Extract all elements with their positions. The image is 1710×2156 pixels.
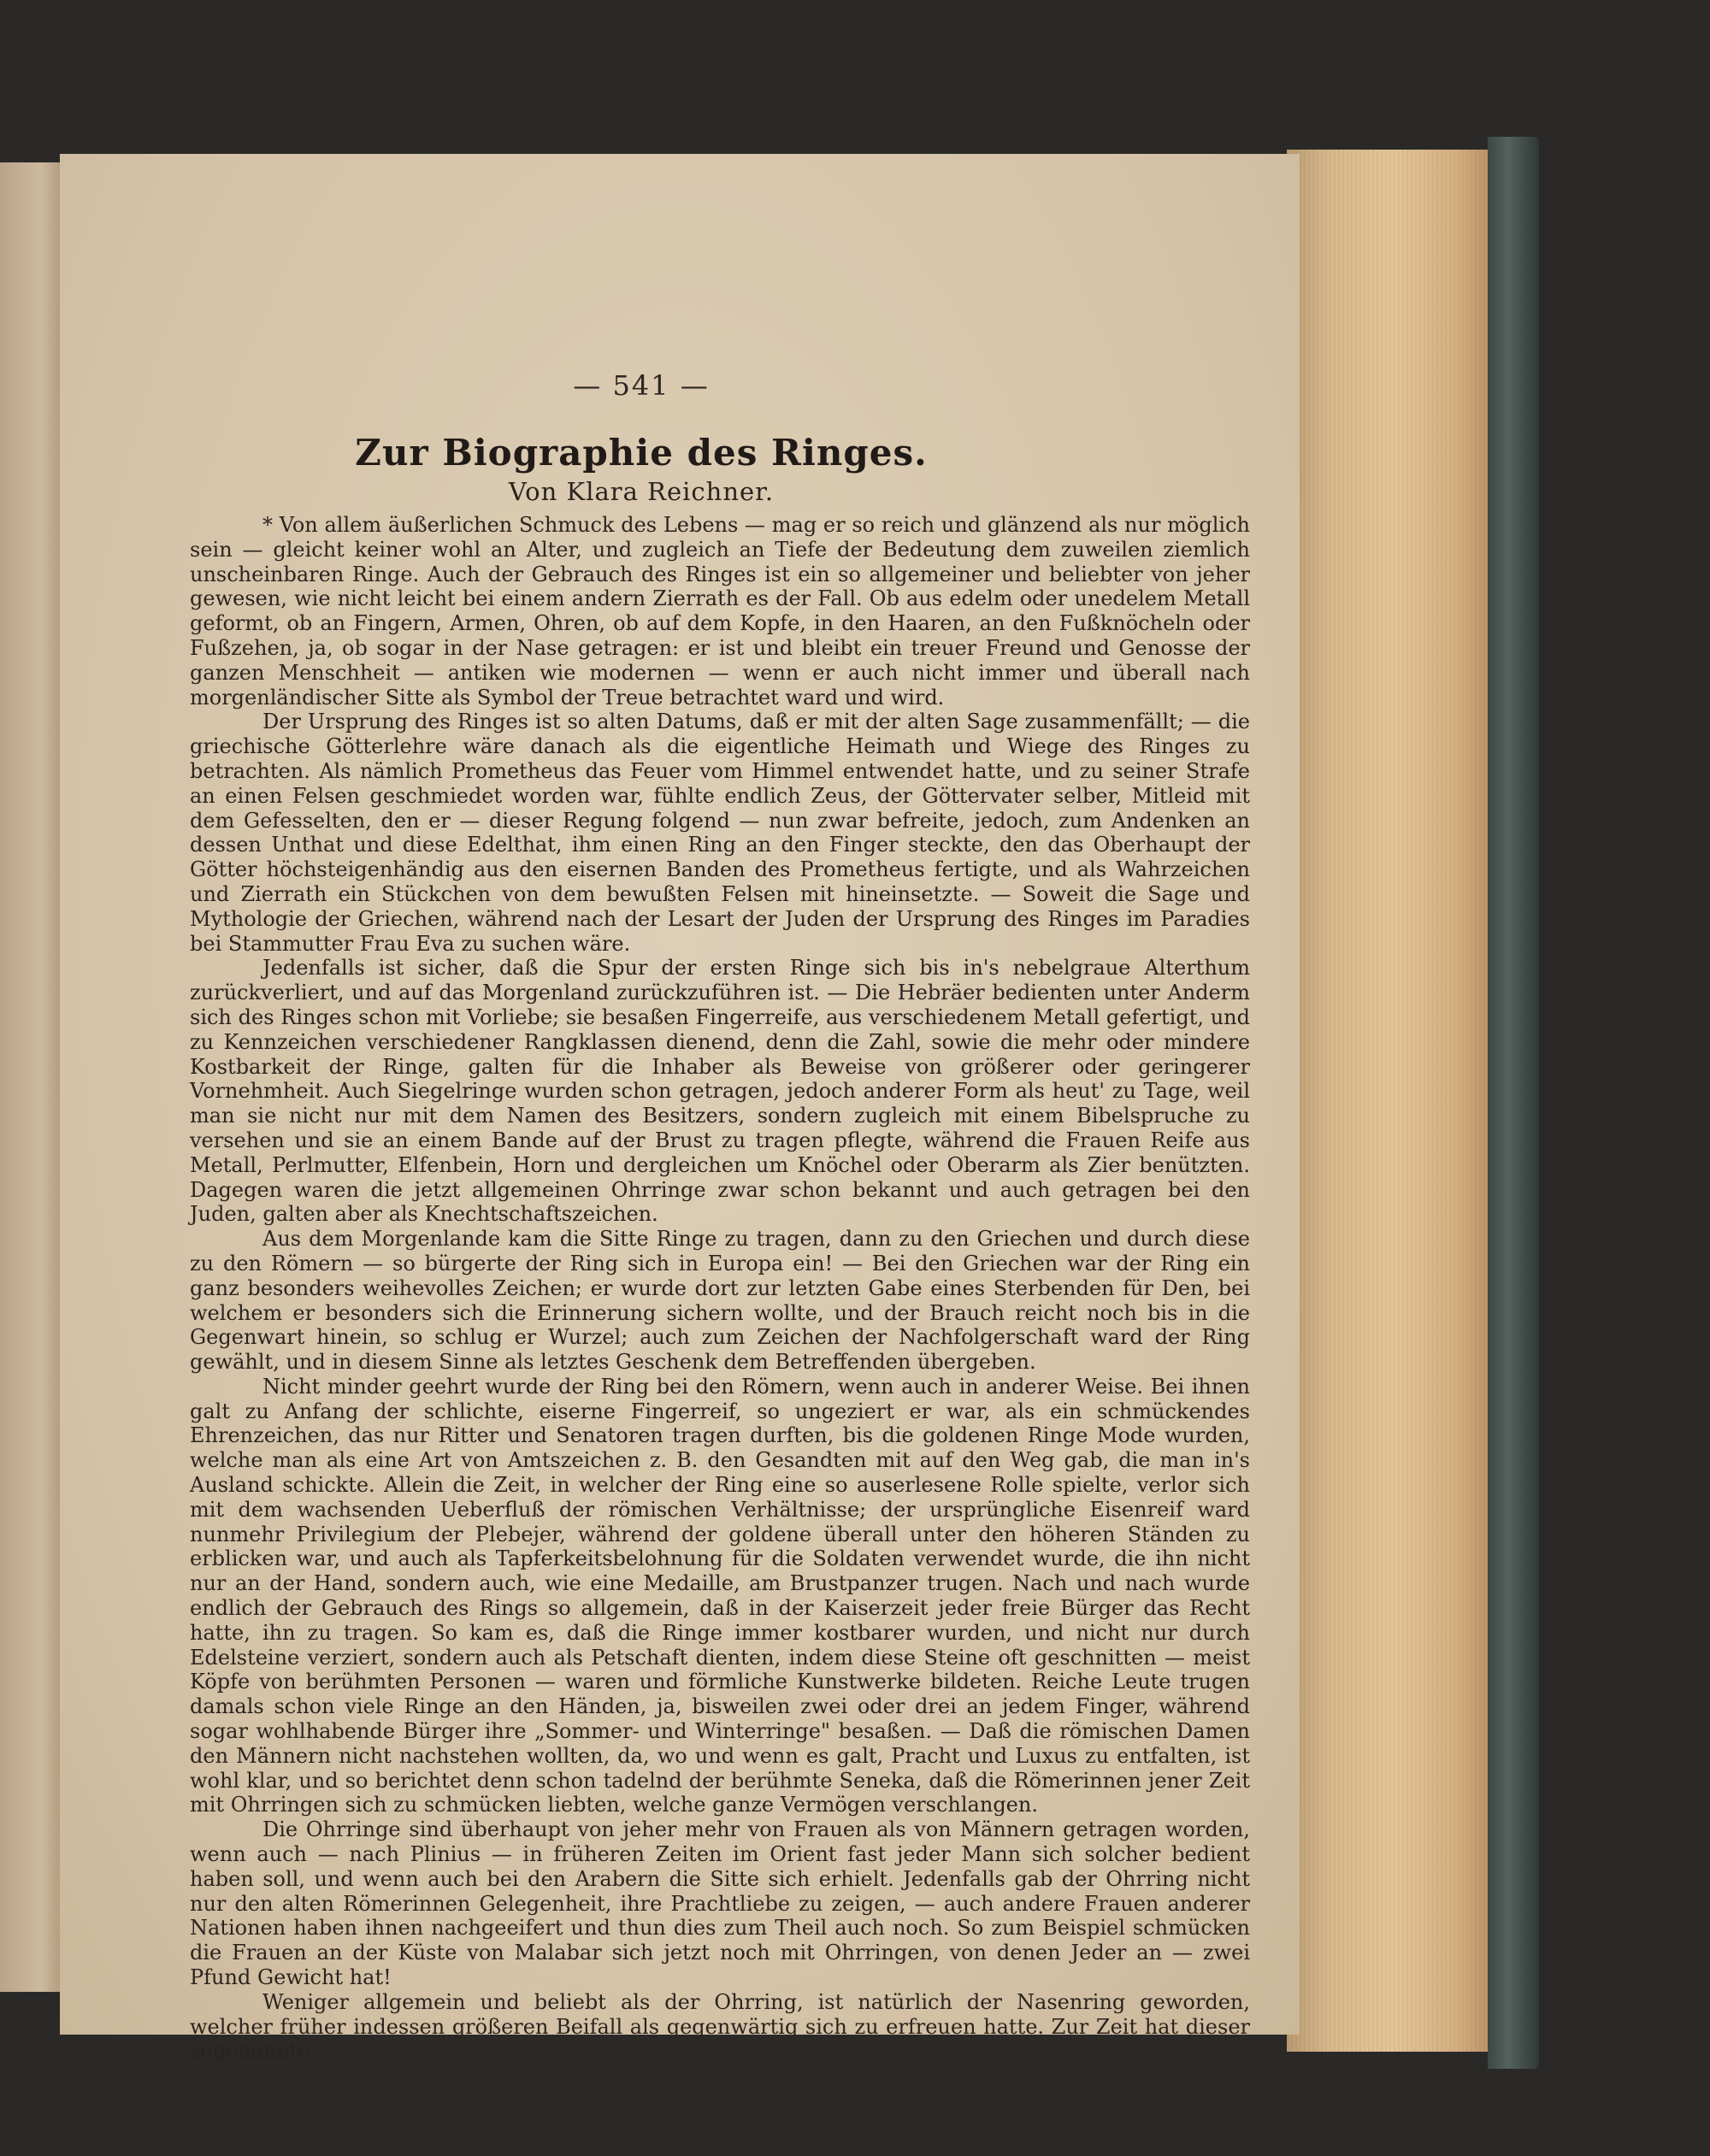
paragraph: Jedenfalls ist sicher, daß die Spur der ersten Ringe sich bis in's nebelgraue Alterthum zurückverliert, und auf das Morgenland zurückzuführen ist. — Die Hebräer bedienten unter Anderm sich des Ringes schon mit Vorliebe; sie besaßen Fingerreife, aus verschiedenem Metall gefertigt, und zu Kennzeichen verschiedener Rangklassen dienend, denn die Zahl, sowie die mehr oder mindere Kostbarkeit der Ringe, galten für die Inhaber als Beweise von größerer oder geringerer Vornehmheit. Auch Siegelringe wurden schon getragen, jedoch anderer Form als heut' zu Tage, weil man sie nicht nur mit dem Namen des Besitzers, sondern zugleich mit einem Bibelspruche zu versehen und sie an einem Bande auf der Brust zu tragen pflegte, während die Frauen Reife aus Metall, Perlmutter, Elfenbein, Horn und dergleichen um Knöchel oder Oberarm als Zier benützten. Dagegen waren die jetzt allgemeinen Ohrringe zwar schon bekannt und auch getragen bei den Juden, galten aber als Knechtschaftszeichen.	[190, 956, 1250, 1227]
left-page-edge	[0, 162, 68, 1992]
article-title: Zur Biographie des Ringes.	[355, 432, 928, 474]
paragraph: Der Ursprung des Ringes ist so alten Datums, daß er mit der alten Sage zusammenfällt; — die griechische Götterlehre wäre danach als die eigentliche Heimath und Wiege des Ringes zu betrachten. Als nämlich Prometheus das Feuer vom Himmel entwendet hatte, und zu seiner Strafe an einen Felsen geschmiedet worden war, fühlte endlich Zeus, der Göttervater selber, Mitleid mit dem Gefesselten, den er — dieser Regung folgend — nun zwar befreite, jedoch, zum Andenken an dessen Unthat und diese Edelthat, ihm einen Ring an den Finger steckte, den das Oberhaupt der Götter höchsteigenhändig aus den eisernen Banden des Prometheus fertigte, und als Wahrzeichen und Zierrath ein Stückchen von dem bewußten Felsen mit hineinsetzte. — Soweit die Sage und Mythologie der Griechen, während nach der Lesart der Juden der Ursprung des Ringes im Paradies bei Stammutter Frau Eva zu suchen wäre.	[190, 710, 1250, 956]
book-cover-edge	[1488, 137, 1539, 2069]
paragraph: Nicht minder geehrt wurde der Ring bei den Römern, wenn auch in anderer Weise. Bei ihnen galt zu Anfang der schlichte, eiserne Fingerreif, so ungeziert er war, als ein schmückendes Ehrenzeichen, das nur Ritter und Senatoren tragen durften, bis die goldenen Ringe Mode wurden, welche man als eine Art von Amtszeichen z. B. den Gesandten mit auf den Weg gab, die man in's Ausland schickte. Allein die Zeit, in welcher der Ring eine so auserlesene Rolle spielte, verlor sich mit dem wachsenden Ueberfluß der römischen Verhältnisse; der ursprüngliche Eisenreif ward nunmehr Privilegium der Plebejer, während der goldene überall unter den höheren Ständen zu erblicken war, und auch als Tapferkeitsbelohnung für die Soldaten verwendet wurde, die ihn nicht nur an der Hand, sondern auch, wie eine Medaille, am Brustpanzer trugen. Nach und nach wurde endlich der Gebrauch des Rings so allgemein, daß in der Kaiserzeit jeder freie Bürger das Recht hatte, ihn zu tragen. So kam es, daß die Ringe immer kostbarer wurden, und nicht nur durch Edelsteine verziert, sondern auch als Petschaft dienten, indem diese Steine oft geschnitten — meist Köpfe von berühmten Personen — waren und förmliche Kunstwerke bildeten. Reiche Leute trugen damals schon viele Ringe an den Händen, ja, bisweilen zwei oder drei an jedem Finger, während sogar wohlhabende Bürger ihre „Sommer- und Winterringe" besaßen. — Daß die römischen Damen den Männern nicht nachstehen wollten, da, wo und wenn es galt, Pracht und Luxus zu entfalten, ist wohl klar, und so berichtet denn schon tadelnd der berühmte Seneka, daß die Römerinnen jener Zeit mit Ohrringen sich zu schmücken liebten, welche ganze Vermögen verschlangen.	[190, 1374, 1250, 1817]
paragraph: Weniger allgemein und beliebt als der Ohrring, ist natürlich der Nasenring geworden, welcher früher indessen größeren Beifall als gegenwärtig sich zu erfreuen hatte. Zur Zeit hat dieser sogenannte	[190, 1989, 1250, 2064]
page-number: — 541 —	[573, 369, 710, 402]
book-page	[60, 154, 1300, 2064]
article-author: Von Klara Reichner.	[508, 477, 775, 506]
page-block-edge	[1287, 150, 1496, 2052]
article-body	[190, 513, 1250, 2064]
paragraph: * Von allem äußerlichen Schmuck des Lebens — mag er so reich und glänzend als nur möglich sein — gleicht keiner wohl an Alter, und zugleich an Tiefe der Bedeutung dem zuweilen ziemlich unscheinbaren Ringe. Auch der Gebrauch des Ringes ist ein so allgemeiner und beliebter von jeher gewesen, wie nicht leicht bei einem andern Zierrath es der Fall. Ob aus edelm oder unedelem Metall geformt, ob an Fingern, Armen, Ohren, ob auf dem Kopfe, in den Haaren, an den Fußknöcheln oder Fußzehen, ja, ob sogar in der Nase getragen: er ist und bleibt ein treuer Freund und Genosse der ganzen Menschheit — antiken wie modernen — wenn er auch nicht immer und überall nach morgenländischer Sitte als Symbol der Treue betrachtet ward und wird.	[190, 513, 1250, 710]
paragraph: Aus dem Morgenlande kam die Sitte Ringe zu tragen, dann zu den Griechen und durch diese zu den Römern — so bürgerte der Ring sich in Europa ein! — Bei den Griechen war der Ring ein ganz besonders weihevolles Zeichen; er wurde dort zur letzten Gabe eines Sterbenden für Den, bei welchem er besonders sich die Erinnerung sichern wollte, und der Brauch reicht noch bis in die Gegenwart hinein, so schlug er Wurzel; auch zum Zeichen der Nachfolgerschaft ward der Ring gewählt, und in diesem Sinne als letztes Geschenk dem Betreffenden übergeben.	[190, 1227, 1250, 1375]
paragraph: Die Ohrringe sind überhaupt von jeher mehr von Frauen als von Männern getragen worden, wenn auch — nach Plinius — in früheren Zeiten im Orient fast jeder Mann sich solcher bedient haben soll, und wenn auch bei den Arabern die Sitte sich erhielt. Jedenfalls gab der Ohrring nicht nur den alten Römerinnen Gelegenheit, ihre Prachtliebe zu zeigen, — auch andere Frauen anderer Nationen haben ihnen nachgeeifert und thun dies zum Theil auch noch. So zum Beispiel schmücken die Frauen an der Küste von Malabar sich jetzt noch mit Ohrringen, von denen Jeder an — zwei Pfund Gewicht hat!	[190, 1817, 1250, 1990]
